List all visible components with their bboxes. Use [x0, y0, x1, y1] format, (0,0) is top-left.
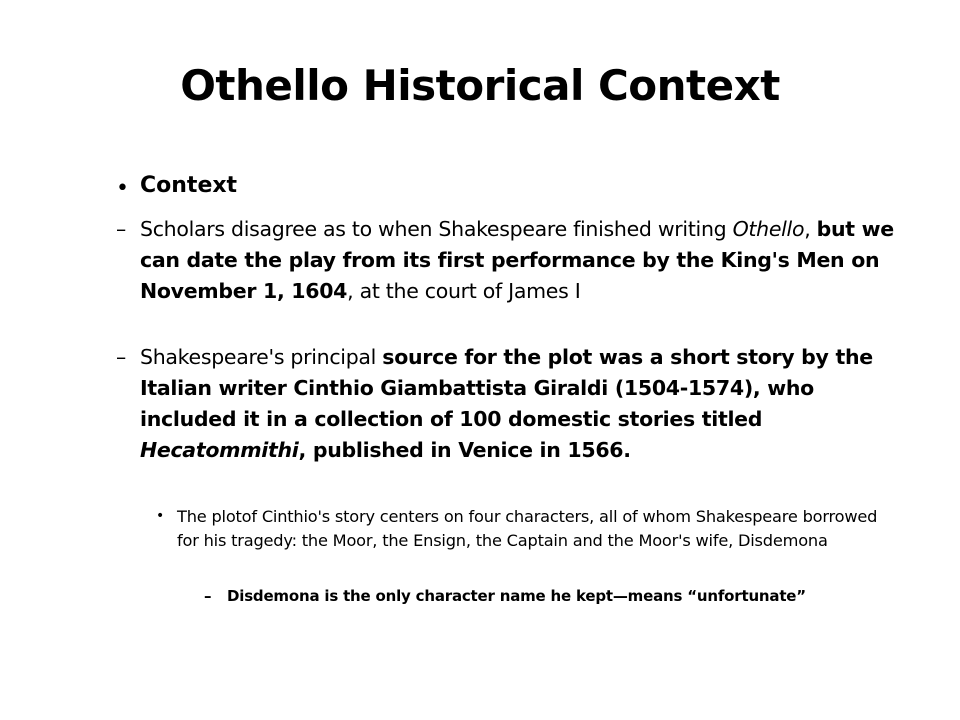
slide-title: Othello Historical Context: [180, 61, 780, 110]
subsub-dash: –: [204, 587, 212, 605]
level1-heading: Context: [140, 173, 238, 198]
point1-part5: , at the court of James I: [347, 279, 581, 303]
point2-bold: source for the plot was a short story by the Italian writer Cinthio Giambattista Giraldi (1504-1574), who included it in a collection of 100 domestic stories titled: [140, 345, 873, 431]
point2-hecatommithi: Hecatommithi: [140, 438, 299, 462]
point1-text: [140, 214, 900, 307]
point1-othello: Othello: [732, 217, 805, 241]
point2-text: [140, 342, 910, 466]
sub-bullet: •: [156, 508, 165, 524]
point2-dash: –: [116, 345, 126, 369]
point1-bold: but we can date the play from its first performance by the King's Men on November 1, 1604: [140, 217, 894, 303]
point1-part3: ,: [804, 217, 817, 241]
point1-dash: –: [116, 217, 126, 241]
point2-bold-end: , published in Venice in 1566.: [298, 438, 631, 462]
point1-part1: Scholars disagree as to when Shakespeare finished writing: [140, 217, 733, 241]
point2-part1: Shakespeare's principal: [140, 345, 383, 369]
subsub-text: Disdemona is the only character name he kept—means “unfortunate”: [227, 587, 806, 605]
level1-bullet: •: [116, 176, 129, 201]
sub-text: The plotof Cinthio's story centers on four characters, all of whom Shakespeare borrowed for his tragedy: the Moor, the Ensign, the Captain and the Moor's wife, Disdemona: [177, 507, 878, 550]
